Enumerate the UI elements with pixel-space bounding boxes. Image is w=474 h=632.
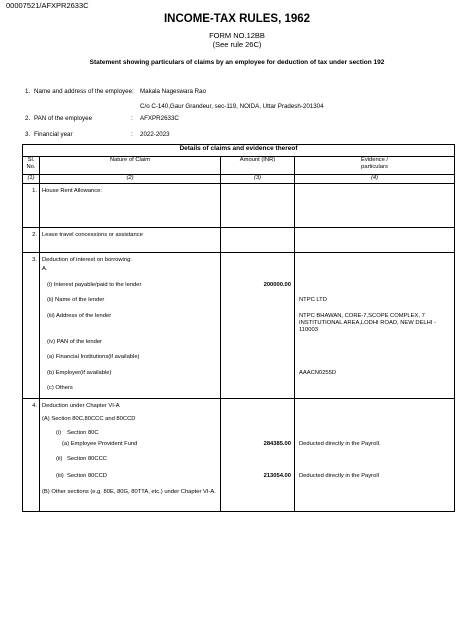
header-sl: Sl. No. (23, 157, 40, 175)
header-evidence: Evidence / particulars (295, 157, 455, 175)
row4-ii-num: (ii) (56, 456, 63, 462)
header-nature: Nature of Claim (40, 157, 221, 175)
claims-section-title: Details of claims and evidence thereof (23, 145, 455, 157)
row3-employer-pan: AAACN0255D (299, 370, 337, 376)
table-row (23, 253, 455, 399)
financial-year-label: Financial year (34, 131, 73, 138)
table-row (23, 228, 455, 253)
row3-nature: Deduction of interest on borrowing: (42, 257, 132, 263)
employee-address-value: C/o C-140,Gaur Grandeur, sec-119, NOIDA, Uttar Pradesh-201304 (140, 103, 324, 110)
row4-80ccd-amount: 213054.00 (263, 473, 291, 479)
header-amount: Amount (INR) (221, 157, 295, 175)
form-number: FORM NO.12BB (209, 31, 265, 40)
row3-item-others: (c) Others (47, 385, 73, 391)
row3-lender-address: NTPC BHAWAN, CORE-7,SCOPE COMPLEX, 7 INSTITUTIONAL AREA,LODHI ROAD, NEW DELHI - 110003 (299, 313, 436, 333)
claims-table (22, 144, 455, 512)
table-row (23, 399, 455, 512)
row4-sub-a: (A) Section 80C,80CCC and 80CCD (42, 416, 136, 422)
row4-sub-b: (B) Other sections (e.g. 80E, 80G, 80TTA, etc.) under Chapter VI-A. (42, 489, 216, 495)
info-num-3: 3. (25, 131, 31, 138)
row3-item-interest: (i) Interest payable/paid to the lender (47, 282, 142, 288)
row3-sub-a: A. (42, 266, 48, 272)
row4-iii-label: Section 80CCD (67, 473, 107, 479)
row4-epf-evidence: Deducted directly in the Payroll. (299, 441, 381, 447)
row2-nature: Leave travel concessions or assistance (42, 232, 143, 238)
row4-i-label: Section 80C (67, 430, 99, 436)
row4-nature: Deduction under Chapter VI-A (42, 403, 120, 409)
row4-iii-num: (iii) (56, 473, 64, 479)
row4-epf-amount: 284385.00 (263, 441, 291, 447)
pan-label: PAN of the employee (34, 115, 93, 122)
row3-item-employer: (b) Employer(if available) (47, 370, 112, 376)
pan-colon: : (131, 115, 133, 122)
row4-epf-label: (a) Employee Provident Fund (62, 441, 138, 447)
financial-year-value: 2022-2023 (140, 131, 170, 138)
row1-sl: 1. (32, 188, 37, 194)
employee-name-label: Name and address of the employee: (34, 88, 134, 95)
row3-lender-name: NTPC LTD (299, 297, 327, 303)
col-number-1: (1) (23, 175, 40, 184)
row3-interest-amount: 200000.00 (263, 282, 291, 288)
row4-sl: 4. (32, 403, 37, 409)
financial-year-colon: : (131, 131, 133, 138)
info-num-1: 1. (25, 88, 31, 95)
info-num-2: 2. (25, 115, 31, 122)
row3-item-lender-pan: (iv) PAN of the lender (47, 339, 102, 345)
row4-i-num: (i) (56, 430, 62, 436)
table-row (23, 184, 455, 228)
document-id: 00007521/AFXPR2633C (6, 1, 89, 10)
form-title: INCOME-TAX RULES, 1962 (163, 13, 311, 25)
rule-reference: (See rule 26C) (212, 40, 262, 49)
row2-sl: 2. (32, 232, 37, 238)
row3-item-lender-address: (iii) Address of the lender (47, 313, 112, 319)
col-number-3: (3) (221, 175, 295, 184)
employee-name-value: Makala Nageswara Rao (140, 88, 207, 95)
row4-80ccd-evidence: Deducted directly in the Payroll (299, 473, 379, 479)
row1-nature: House Rent Allowance: (42, 188, 102, 194)
statement-heading: Statement showing particulars of claims by an employee for deduction of tax under section 192 (89, 59, 385, 66)
col-number-4: (4) (295, 175, 455, 184)
row3-sl: 3. (32, 257, 37, 263)
pan-value: AFXPR2633C (140, 115, 179, 122)
col-number-2: (2) (40, 175, 221, 184)
row3-item-lender-name: (ii) Name of the lender (47, 297, 105, 303)
row4-ii-label: Section 80CCC (67, 456, 107, 462)
row3-item-financial-institutions: (a) Financial Institutions(if available) (47, 354, 140, 360)
